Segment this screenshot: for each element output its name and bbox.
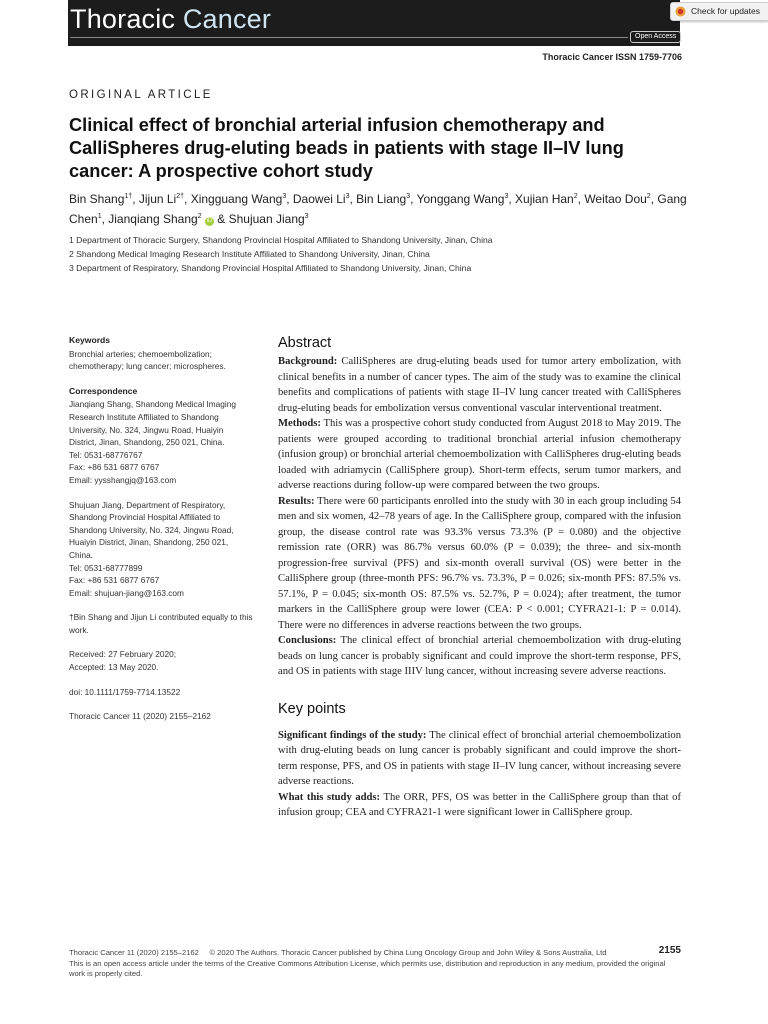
key-points-heading: Key points — [278, 700, 346, 717]
orcid-icon[interactable]: iD — [206, 218, 213, 224]
footer-copyright: © 2020 The Authors. Thoracic Cancer published by China Lung Oncology Group and John Wiley & Sons Australia, Ltd — [209, 948, 607, 957]
keywords-heading: Keywords — [69, 335, 111, 345]
abstract-column — [278, 334, 681, 821]
correspondence-line: Jianqiang Shang, Shandong Medical Imaging — [69, 399, 236, 410]
abstract-background: Background: CalliSpheres are drug-eluting beads used for tumor artery embolization, with clinical benefits in a number of cancer types. The aim of the study was to examine the clinical benefits and complications of patients with stage II–IV lung cancer treated with CalliSpheres drug-eluting beads for embolization versus conventional vascular interventional treatment. — [278, 356, 681, 414]
correspondence-line: Shandong University, No. 324, Jingwu Road, — [69, 524, 234, 535]
correspondence-line: Research Institute Affiliated to Shandong — [69, 411, 219, 422]
correspondence-heading: Correspondence — [69, 385, 138, 396]
correspondence-line: Tel: 0531-68776767 — [69, 449, 143, 460]
doi[interactable]: doi: 10.1111/1759-7714.13522 — [69, 686, 181, 697]
affiliations — [69, 233, 689, 275]
author[interactable]: Shujuan Jiang — [228, 212, 305, 226]
footer-license: This is an open access article under the terms of the Creative Commons Attribution License, which permits use, distribution and reproduction in any medium, provided the original work is properly cited. — [69, 958, 666, 978]
key-points-section — [278, 700, 681, 821]
key-point-findings: Significant findings of the study: The clinical effect of bronchial arterial chemoembolization with drug-eluting beads on lung cancer is probably significant and could improve the short-term response, PFS, and OS in patients with stage II–IV lung cancer, without increasing severe adverse reactions. — [278, 729, 681, 787]
correspondence-line: Shujuan Jiang, Department of Respiratory, — [69, 499, 226, 510]
correspondence-line: Huaiyin District, Jinan, Shandong, 250 021, — [69, 537, 229, 548]
header-rule — [70, 37, 628, 38]
correspondence-line: Fax: +86 531 6877 6767 — [69, 575, 160, 586]
author-list: Bin Shang$^{1\dagger}$, Jijun $Li^{2\dagger}$, Xingguang Wang$^3$, Daowei Li$^3$, Bin Liang$^3$, Yonggang Wang$^3$, Xujian Han$^2$, Weitao Dou$^2$, Gang Chen$^1$, Jianqiang Shang$^2$ iD & Shujuan Jiang$^3$ — [69, 192, 687, 226]
article-sidebar — [69, 334, 269, 723]
accepted-date: Accepted: 13 May 2020. — [69, 662, 159, 673]
open-access-badge: Open Access — [630, 31, 681, 43]
author[interactable]: Yonggang Wang — [416, 192, 505, 206]
journal-name: Thoracic Cancer — [70, 4, 272, 34]
key-point-adds: What this study adds: The ORR, PFS, OS was better in the CalliSphere group than that of infusion group; CEA and CYFRA21-1 were significant lower in CalliSphere group. — [278, 791, 681, 818]
abstract-methods: Methods: This was a prospective cohort study conducted from August 2018 to May 2019. The patients were grouped according to traditional bronchial arterial infusion chemotherapy (infusion group) or bronchial arterial chemoembolization with CalliSpheres drug-eluting beads loaded with adriamycin (CalliSphere group). Short-term effects, serum tumor markers, and adverse reactions during follow-up were compared between the two groups. — [278, 418, 681, 491]
correspondence-email[interactable]: Email: shujuan-jiang@163.com — [69, 587, 184, 598]
abstract-results: Results: There were 60 participants enrolled into the study with 30 in each group including 54 men and six women, 42–78 years of age. In the CalliSphere group, compared with the infusion group, the disease control rate was 93.3% versus 73.3% (P = 0.080) and the objective remission rate (ORR) was 86.7% versus 60.0% (P = 0.039); the three- and six-month progression-free survival (PFS) and six-month overall survival (OS) were better in the CalliSphere group (three-month PFS: 96.7% vs. 73.3%, P = 0.026; six-month PFS: 87.5% vs. 57.1%, P = 0.045; six-month OS: 87.5% vs. 52.7%, P = 0.024); after treatment, the tumor markers in the CalliSphere group were lower (CEA: P < 0.001; CYFRA21-1: P = 0.014). There were no differences in adverse reactions between the two groups. — [278, 495, 681, 631]
check-for-updates-button[interactable] — [670, 2, 768, 21]
affiliation: 1 Department of Thoracic Surgery, Shandong Provincial Hospital Affiliated to Shandong University, Jinan, China — [69, 235, 493, 245]
page-footer — [69, 945, 681, 980]
abstract-heading: Abstract — [278, 335, 332, 351]
journal-citation: Thoracic Cancer 11 (2020) 2155–2162 — [69, 711, 211, 722]
check-for-updates-label: Check for updates — [691, 6, 760, 16]
update-icon — [675, 6, 686, 17]
correspondence-line: University, No. 324, Jingwu Road, Huaiyin — [69, 424, 224, 435]
author[interactable]: Bin Shang — [69, 192, 125, 206]
correspondence-line: Tel: 0531-68777899 — [69, 562, 143, 573]
correspondence-line: China. — [69, 549, 93, 560]
article-title: Clinical effect of bronchial arterial infusion chemotherapy and CalliSpheres drug-eluting beads in patients with stage II–IV lung cancer: A prospective cohort study — [69, 115, 624, 181]
author[interactable]: Daowei Li — [292, 192, 346, 206]
author[interactable]: Weitao Dou — [584, 192, 647, 206]
keywords: Bronchial arteries; chemoembolization; chemotherapy; lung cancer; microspheres. — [69, 348, 226, 372]
correspondence-line: District, Jinan, Shandong, 250 021, China. — [69, 437, 225, 448]
author[interactable]: Bin Liang — [356, 192, 407, 206]
page-number: 2155 — [658, 945, 681, 956]
correspondence-email[interactable]: Email: yysshangjq@163.com — [69, 474, 177, 485]
author[interactable]: Jijun Li — [138, 192, 177, 206]
abstract-conclusions: Conclusions: The clinical effect of bronchial arterial chemoembolization with drug-eluting beads on lung cancer is probably significant and could improve the short-term response, PFS, and OS in patients with stage IIIV lung cancer, without increasing severe adverse reactions. — [278, 635, 681, 677]
footer-citation: Thoracic Cancer 11 (2020) 2155–2162 — [69, 948, 199, 957]
journal-issn: Thoracic Cancer ISSN 1759-7706 — [542, 52, 682, 62]
received-date: Received: 27 February 2020; — [69, 649, 177, 660]
author[interactable]: Jianqiang Shang — [108, 212, 198, 226]
article-type: ORIGINAL ARTICLE — [69, 89, 213, 101]
affiliation: 3 Department of Respiratory, Shandong Provincial Hospital Affiliated to Shandong University, Jinan, China — [69, 263, 472, 273]
affiliation: 2 Shandong Medical Imaging Research Institute Affiliated to Shandong University, Jinan, China — [69, 249, 430, 259]
author[interactable]: Gang Chen — [69, 192, 687, 226]
correspondence-line: Shandong Provincial Hospital Affiliated to — [69, 512, 221, 523]
contribution-note: †Bin Shang and Jijun Li contributed equally to this work. — [69, 612, 253, 635]
correspondence-line: Fax: +86 531 6877 6767 — [69, 462, 160, 473]
author[interactable]: Xujian Han — [515, 192, 574, 206]
author[interactable]: Xingguang Wang — [190, 192, 283, 206]
